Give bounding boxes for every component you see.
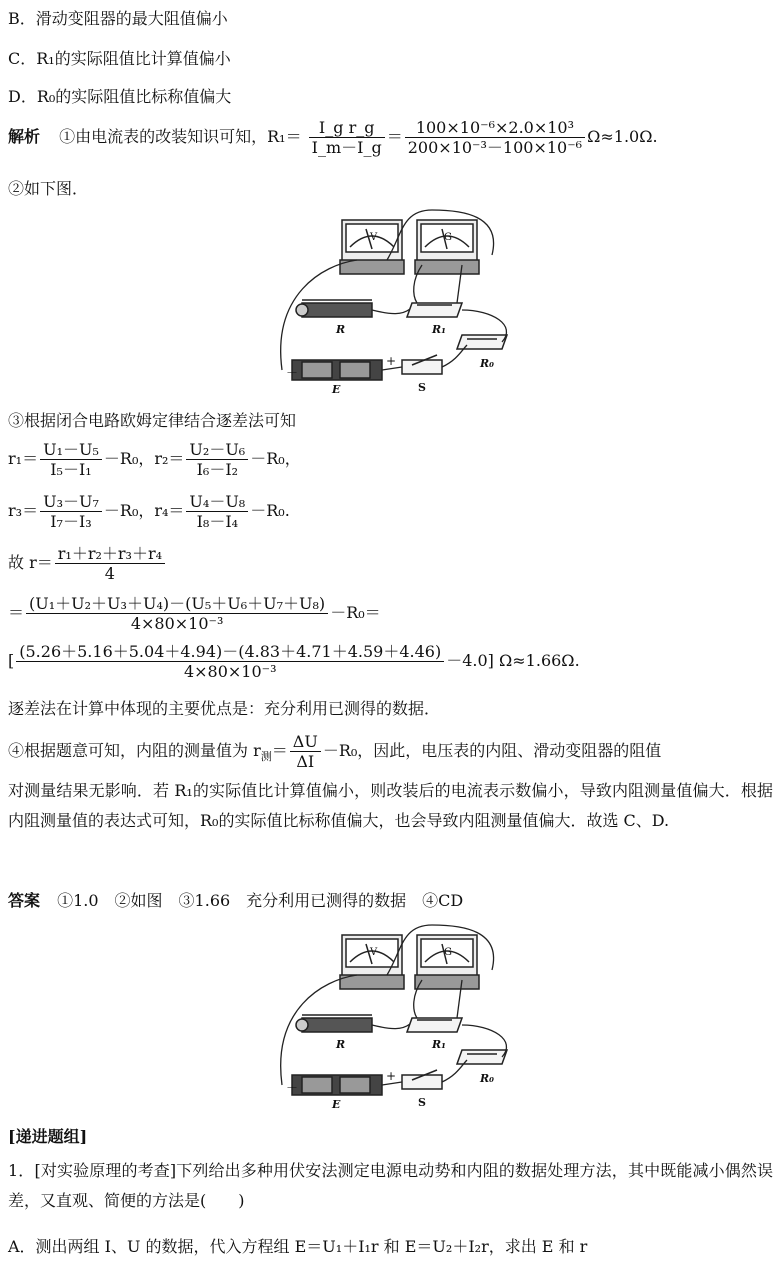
analysis-line-3: ③根据闭合电路欧姆定律结合逐差法可知 <box>8 411 297 430</box>
fraction: $\frac{\text{I\_g r\_g}}{I\_m-I\_g}$ <box>309 118 385 157</box>
eq-r1-r2: r₁＝ $\frac{\text{U₁－U₅}}{\text{I₅－I₁}}$ －R₀，r₂＝ $\frac{\text{U₂－U₆}}{\text{I₆－I₂}}$ －R₀， <box>8 440 301 479</box>
battery-icon <box>292 1075 382 1095</box>
battery-plus: + <box>386 354 397 368</box>
eq-sum: ＝ $\frac{\text{(U₁＋U₂＋U₃＋U₄)－(U₅＋U₆＋U₇＋U₈)}}{\text{4×80×10⁻³}}$ －R₀＝ <box>8 594 381 633</box>
option-c: C．R₁的实际阻值比计算值偏小 <box>8 49 231 68</box>
analysis-line-1: 解析 ①由电流表的改装知识可知，R₁＝ $\frac{\text{I\_g r\_g}}{I\_m-I\_g}$ ＝ $\frac{\text{100×10⁻⁶×2.0×10³}}{\text{200×10⁻³－100×10⁻⁶}}$ Ω≈1.0Ω. <box>8 118 658 157</box>
galvanometer-label: G <box>444 947 452 958</box>
circuit-diagram-1 <box>262 205 522 395</box>
resistor0-label: R₀ <box>480 1072 494 1085</box>
analysis-line-5: ④根据题意可知，内阻的测量值为 $r_测=$ $\frac{\Delta U}{\Delta I}$ －R₀，因此，电压表的内阻、滑动变阻器的阻值 <box>8 732 662 771</box>
question-1-option-a: A．测出两组 I、U 的数据，代入方程组 E＝U₁＋I₁r 和 E＝U₂＋I₂r，求出 E 和 r <box>8 1237 588 1256</box>
analysis-label: 解析 <box>8 127 41 146</box>
question-1: 1．[对实验原理的考查]下列给出多种用伏安法测定电源电动势和内阻的数据处理方法，其中既能减小偶然误差，又直观、简便的方法是( ) <box>8 1161 773 1210</box>
answer-line: 答案 ①1.0 ②如图 ③1.66 充分利用已测得的数据 ④CD <box>8 891 464 910</box>
galvanometer-icon <box>415 220 479 274</box>
analysis-line-4: 逐差法在计算中体现的主要优点是：充分利用已测得的数据． <box>8 699 441 718</box>
battery-minus: － <box>286 1081 299 1095</box>
circuit-diagram-2 <box>262 920 522 1110</box>
resistor1-icon <box>407 303 462 317</box>
voltmeter-label: V <box>370 947 378 958</box>
option-d: D．R₀的实际阻值比标称值偏大 <box>8 87 232 106</box>
rheostat-label: R <box>336 323 346 336</box>
answer-label: 答案 <box>8 891 41 910</box>
eq-average: 故 r＝ $\frac{\text{r₁＋r₂＋r₃＋r₄}}{4}$ <box>8 544 167 583</box>
analysis-line-6: 对测量结果无影响．若 R₁的实际值比计算值偏小，则改装后的电流表示数偏小，导致内阻测量值偏大．根据内阻测量值的表达式可知，R₀的实际值比标称值偏大，也会导致内阻测量值偏大．故选 C、D. <box>8 781 773 830</box>
switch-icon <box>402 1070 442 1089</box>
galvanometer-icon <box>415 935 479 989</box>
battery-icon <box>292 360 382 380</box>
battery-label: E <box>332 383 341 395</box>
switch-label: S <box>418 1096 426 1109</box>
galvanometer-label: G <box>444 232 452 243</box>
rheostat-label: R <box>336 1038 346 1051</box>
switch-label: S <box>418 381 426 394</box>
rheostat-icon <box>296 1015 372 1032</box>
resistor1-icon <box>407 1018 462 1032</box>
eq-r3-r4: r₃＝ $\frac{\text{U₃－U₇}}{\text{I₇－I₃}}$ －R₀，r₄＝ $\frac{\text{U₄－U₈}}{\text{I₈－I₄}}$ －R₀. <box>8 492 290 531</box>
resistor0-label: R₀ <box>480 357 494 370</box>
option-b: B．滑动变阻器的最大阻值偏小 <box>8 9 228 28</box>
rheostat-icon <box>296 300 372 317</box>
group-title: [递进题组] <box>8 1127 88 1146</box>
battery-minus: － <box>286 366 299 380</box>
battery-label: E <box>332 1098 341 1110</box>
eq-value: [ $\frac{(5.26+5.16+5.04+4.94)-(4.83+4.71+4.59+4.46)}{\text{4×80×10⁻³}}$ －4.0] Ω≈1.66Ω. <box>8 642 580 681</box>
switch-icon <box>402 355 442 374</box>
analysis-line-2: ②如下图． <box>8 179 89 198</box>
resistor1-label: R₁ <box>432 1038 446 1051</box>
fraction: $\frac{\text{100×10⁻⁶×2.0×10³}}{\text{200×10⁻³－100×10⁻⁶}}$ <box>405 118 585 157</box>
voltmeter-label: V <box>370 232 378 243</box>
resistor1-label: R₁ <box>432 323 446 336</box>
battery-plus: + <box>386 1069 397 1083</box>
